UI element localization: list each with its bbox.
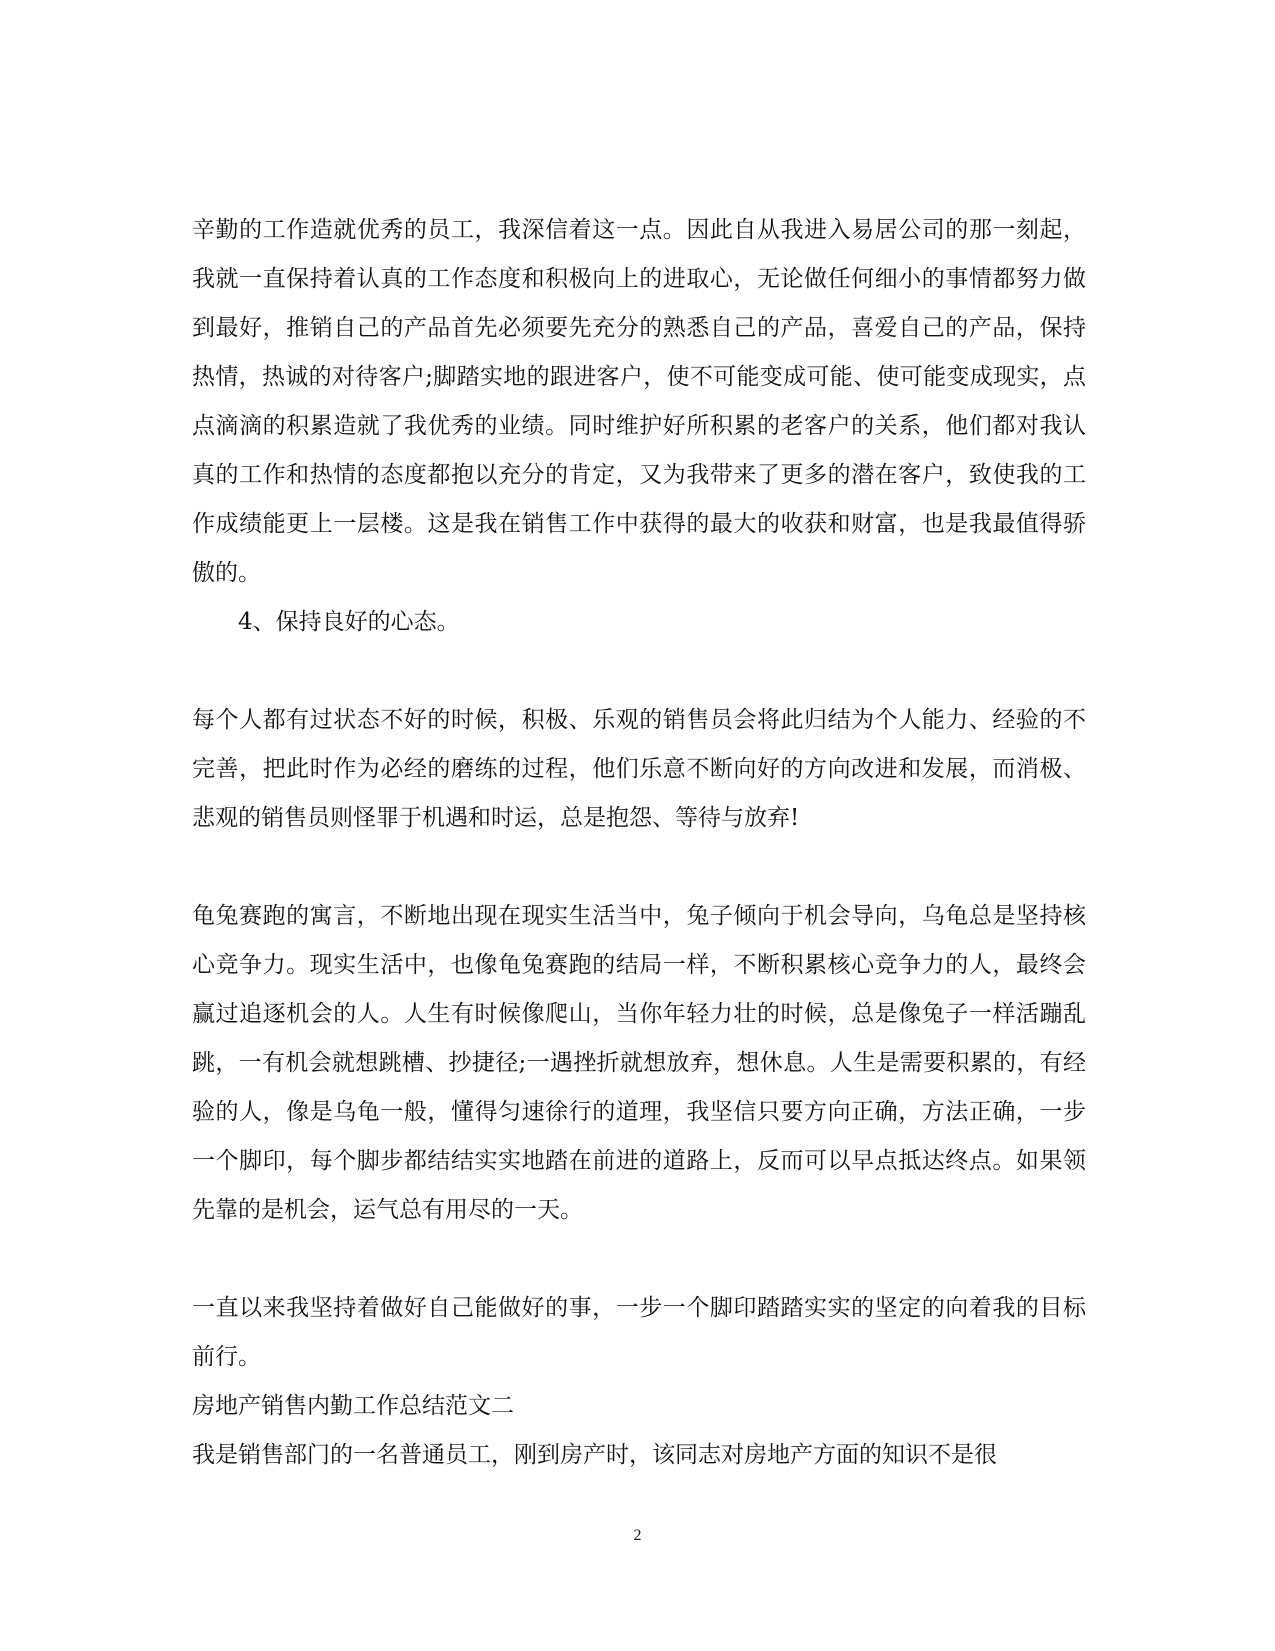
paragraph-spacer	[192, 1235, 1086, 1284]
paragraph-tortoise-hare: 龟兔赛跑的寓言，不断地出现在现实生活当中，兔子倾向于机会导向，乌龟总是坚持核心竞争力。现实生活中，也像龟兔赛跑的结局一样，不断积累核心竞争力的人，最终会赢过追逐机会的人。人生有时候像爬山，当你年轻力壮的时候，总是像兔子一样活蹦乱跳，一有机会就想跳槽、抄捷径;一遇挫折就想放弃，想休息。人生是需要积累的，有经验的人，像是乌龟一般，懂得匀速徐行的道理，我坚信只要方向正确，方法正确，一步一个脚印，每个脚步都结结实实地踏在前进的道路上，反而可以早点抵达终点。如果领先靠的是机会，运气总有用尽的一天。	[192, 903, 1086, 1223]
paragraph-persistence: 一直以来我坚持着做好自己能做好的事，一步一个脚印踏踏实实的坚定的向着我的目标前行。	[192, 1295, 1086, 1370]
paragraph-sample-two-start: 我是销售部门的一名普通员工，刚到房产时，该同志对房地产方面的知识不是很	[192, 1442, 997, 1468]
heading-good-attitude: 4、保持良好的心态。	[238, 609, 460, 635]
paragraph-spacer	[192, 647, 1086, 696]
paragraph-spacer	[192, 843, 1086, 892]
section-title-sample-two: 房地产销售内勤工作总结范文二	[192, 1393, 514, 1419]
paragraph-state-of-mind: 每个人都有过状态不好的时候，积极、乐观的销售员会将此归结为个人能力、经验的不完善，把此时作为必经的磨练的过程，他们乐意不断向好的方向改进和发展，而消极、悲观的销售员则怪罪于机遇和时运，总是抱怨、等待与放弃!	[192, 707, 1086, 831]
page-number: 2	[633, 1527, 642, 1544]
paragraph-hard-work: 辛勤的工作造就优秀的员工，我深信着这一点。因此自从我进入易居公司的那一刻起，我就一直保持着认真的工作态度和积极向上的进取心，无论做任何细小的事情都努力做到最好，推销自己的产品首先必须要先充分的熟悉自己的产品，喜爱自己的产品，保持热情，热诚的对待客户;脚踏实地的跟进客户，使不可能变成可能、使可能变成现实，点点滴滴的积累造就了我优秀的业绩。同时维护好所积累的老客户的关系，他们都对我认真的工作和热情的态度都抱以充分的肯定，又为我带来了更多的潜在客户，致使我的工作成绩能更上一层楼。这是我在销售工作中获得的最大的收获和财富，也是我最值得骄傲的。	[192, 217, 1086, 586]
document-body	[192, 206, 1086, 1480]
